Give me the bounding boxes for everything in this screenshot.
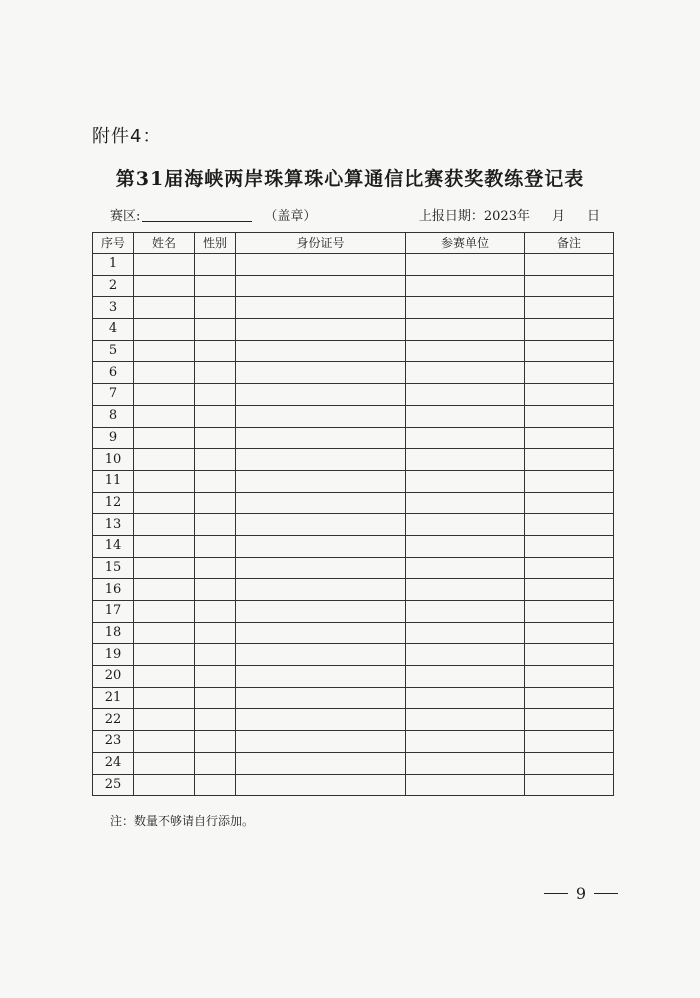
cell-gender[interactable] bbox=[195, 449, 236, 471]
cell-gender[interactable] bbox=[195, 601, 236, 623]
cell-remarks[interactable] bbox=[525, 666, 614, 688]
row-serial: 16 bbox=[93, 579, 134, 601]
cell-gender[interactable] bbox=[195, 405, 236, 427]
cell-gender[interactable] bbox=[195, 254, 236, 276]
header-gender: 性别 bbox=[195, 233, 236, 254]
cell-remarks[interactable] bbox=[525, 362, 614, 384]
cell-name[interactable] bbox=[134, 687, 195, 709]
cell-id-number[interactable] bbox=[236, 254, 406, 276]
cell-name[interactable] bbox=[134, 752, 195, 774]
table-row bbox=[93, 275, 614, 297]
cell-gender[interactable] bbox=[195, 340, 236, 362]
cell-gender[interactable] bbox=[195, 275, 236, 297]
cell-name[interactable] bbox=[134, 709, 195, 731]
row-serial: 12 bbox=[93, 492, 134, 514]
cell-id-number[interactable] bbox=[236, 709, 406, 731]
cell-remarks[interactable] bbox=[525, 470, 614, 492]
row-serial: 14 bbox=[93, 535, 134, 557]
cell-remarks[interactable] bbox=[525, 709, 614, 731]
cell-organization[interactable] bbox=[406, 774, 525, 796]
cell-id-number[interactable] bbox=[236, 275, 406, 297]
report-date bbox=[419, 205, 600, 224]
table-row bbox=[93, 514, 614, 536]
cell-id-number[interactable] bbox=[236, 752, 406, 774]
cell-gender[interactable] bbox=[195, 687, 236, 709]
cell-gender[interactable] bbox=[195, 644, 236, 666]
row-serial: 13 bbox=[93, 514, 134, 536]
cell-organization[interactable] bbox=[406, 362, 525, 384]
table-row bbox=[93, 622, 614, 644]
cell-name[interactable] bbox=[134, 427, 195, 449]
table-row bbox=[93, 709, 614, 731]
cell-id-number[interactable] bbox=[236, 297, 406, 319]
table-row bbox=[93, 449, 614, 471]
cell-name[interactable] bbox=[134, 774, 195, 796]
cell-name[interactable] bbox=[134, 601, 195, 623]
cell-remarks[interactable] bbox=[525, 254, 614, 276]
cell-organization[interactable] bbox=[406, 644, 525, 666]
cell-organization[interactable] bbox=[406, 405, 525, 427]
day-label: 日 bbox=[586, 209, 600, 224]
cell-id-number[interactable] bbox=[236, 514, 406, 536]
report-date-label: 上报日期：2023年 bbox=[418, 209, 530, 224]
cell-id-number[interactable] bbox=[236, 666, 406, 688]
cell-organization[interactable] bbox=[406, 384, 525, 406]
row-serial: 10 bbox=[93, 449, 134, 471]
cell-remarks[interactable] bbox=[525, 449, 614, 471]
row-serial: 21 bbox=[93, 687, 134, 709]
row-serial: 20 bbox=[93, 666, 134, 688]
cell-id-number[interactable] bbox=[236, 731, 406, 753]
cell-id-number[interactable] bbox=[236, 644, 406, 666]
table-row bbox=[93, 427, 614, 449]
cell-organization[interactable] bbox=[406, 470, 525, 492]
page-dash-right bbox=[594, 893, 618, 894]
attachment-label: 附件4： bbox=[92, 126, 162, 147]
cell-id-number[interactable] bbox=[236, 687, 406, 709]
form-title: 第31届海峡两岸珠算珠心算通信比赛获奖教练登记表 bbox=[115, 168, 585, 190]
cell-name[interactable] bbox=[134, 297, 195, 319]
seal-label: （盖章） bbox=[264, 209, 317, 224]
cell-gender[interactable] bbox=[195, 384, 236, 406]
row-serial: 15 bbox=[93, 557, 134, 579]
month-label: 月 bbox=[551, 209, 565, 224]
cell-gender[interactable] bbox=[195, 362, 236, 384]
cell-remarks[interactable] bbox=[525, 514, 614, 536]
cell-name[interactable] bbox=[134, 644, 195, 666]
cell-gender[interactable] bbox=[195, 297, 236, 319]
cell-name[interactable] bbox=[134, 579, 195, 601]
cell-gender[interactable] bbox=[195, 774, 236, 796]
cell-remarks[interactable] bbox=[525, 340, 614, 362]
region-blank-line[interactable] bbox=[142, 209, 252, 222]
cell-id-number[interactable] bbox=[236, 405, 406, 427]
row-serial: 7 bbox=[93, 384, 134, 406]
cell-id-number[interactable] bbox=[236, 492, 406, 514]
cell-gender[interactable] bbox=[195, 492, 236, 514]
row-serial: 1 bbox=[93, 254, 134, 276]
cell-organization[interactable] bbox=[406, 340, 525, 362]
row-serial: 18 bbox=[93, 622, 134, 644]
cell-name[interactable] bbox=[134, 405, 195, 427]
cell-gender[interactable] bbox=[195, 622, 236, 644]
table-row bbox=[93, 579, 614, 601]
header-remarks: 备注 bbox=[525, 233, 614, 254]
cell-remarks[interactable] bbox=[525, 557, 614, 579]
table-row bbox=[93, 297, 614, 319]
cell-name[interactable] bbox=[134, 622, 195, 644]
row-serial: 24 bbox=[93, 752, 134, 774]
cell-remarks[interactable] bbox=[525, 297, 614, 319]
cell-gender[interactable] bbox=[195, 579, 236, 601]
coach-register-table bbox=[92, 232, 614, 796]
cell-remarks[interactable] bbox=[525, 687, 614, 709]
header-organization: 参赛单位 bbox=[406, 233, 525, 254]
cell-id-number[interactable] bbox=[236, 340, 406, 362]
row-serial: 25 bbox=[93, 774, 134, 796]
row-serial: 19 bbox=[93, 644, 134, 666]
table-row bbox=[93, 535, 614, 557]
table-row bbox=[93, 557, 614, 579]
row-serial: 11 bbox=[93, 470, 134, 492]
row-serial: 8 bbox=[93, 405, 134, 427]
row-serial: 17 bbox=[93, 601, 134, 623]
table-row bbox=[93, 384, 614, 406]
cell-gender[interactable] bbox=[195, 514, 236, 536]
cell-name[interactable] bbox=[134, 535, 195, 557]
table-row bbox=[93, 362, 614, 384]
cell-organization[interactable] bbox=[406, 535, 525, 557]
table-row bbox=[93, 644, 614, 666]
cell-gender[interactable] bbox=[195, 557, 236, 579]
table-row bbox=[93, 405, 614, 427]
row-serial: 6 bbox=[93, 362, 134, 384]
cell-name[interactable] bbox=[134, 449, 195, 471]
header-id-number: 身份证号 bbox=[236, 233, 406, 254]
cell-id-number[interactable] bbox=[236, 427, 406, 449]
cell-id-number[interactable] bbox=[236, 362, 406, 384]
cell-remarks[interactable] bbox=[525, 405, 614, 427]
table-header-row bbox=[93, 233, 614, 254]
row-serial: 3 bbox=[93, 297, 134, 319]
cell-remarks[interactable] bbox=[525, 731, 614, 753]
table-row bbox=[93, 666, 614, 688]
cell-id-number[interactable] bbox=[236, 535, 406, 557]
cell-name[interactable] bbox=[134, 384, 195, 406]
header-serial: 序号 bbox=[93, 233, 134, 254]
cell-gender[interactable] bbox=[195, 752, 236, 774]
cell-organization[interactable] bbox=[406, 557, 525, 579]
cell-remarks[interactable] bbox=[525, 319, 614, 341]
table-row bbox=[93, 492, 614, 514]
header-name: 姓名 bbox=[134, 233, 195, 254]
cell-id-number[interactable] bbox=[236, 557, 406, 579]
row-serial: 9 bbox=[93, 427, 134, 449]
cell-remarks[interactable] bbox=[525, 774, 614, 796]
page-number bbox=[544, 884, 618, 903]
cell-organization[interactable] bbox=[406, 319, 525, 341]
cell-gender[interactable] bbox=[195, 470, 236, 492]
cell-gender[interactable] bbox=[195, 427, 236, 449]
table-row bbox=[93, 774, 614, 796]
cell-remarks[interactable] bbox=[525, 644, 614, 666]
cell-organization[interactable] bbox=[406, 666, 525, 688]
row-serial: 22 bbox=[93, 709, 134, 731]
cell-organization[interactable] bbox=[406, 622, 525, 644]
cell-name[interactable] bbox=[134, 470, 195, 492]
row-serial: 4 bbox=[93, 319, 134, 341]
cell-id-number[interactable] bbox=[236, 622, 406, 644]
cell-remarks[interactable] bbox=[525, 601, 614, 623]
cell-organization[interactable] bbox=[406, 297, 525, 319]
cell-name[interactable] bbox=[134, 492, 195, 514]
table-row bbox=[93, 254, 614, 276]
cell-name[interactable] bbox=[134, 557, 195, 579]
cell-remarks[interactable] bbox=[525, 427, 614, 449]
cell-gender[interactable] bbox=[195, 666, 236, 688]
cell-gender[interactable] bbox=[195, 319, 236, 341]
cell-organization[interactable] bbox=[406, 687, 525, 709]
page-dash-left bbox=[544, 893, 568, 894]
footnote: 注：数量不够请自行添加。 bbox=[110, 814, 255, 828]
cell-organization[interactable] bbox=[406, 731, 525, 753]
cell-name[interactable] bbox=[134, 362, 195, 384]
cell-organization[interactable] bbox=[406, 601, 525, 623]
page-number-value: 9 bbox=[575, 884, 586, 903]
cell-organization[interactable] bbox=[406, 579, 525, 601]
cell-gender[interactable] bbox=[195, 709, 236, 731]
cell-id-number[interactable] bbox=[236, 449, 406, 471]
row-serial: 2 bbox=[93, 275, 134, 297]
cell-remarks[interactable] bbox=[525, 622, 614, 644]
region-label: 赛区: bbox=[110, 209, 141, 224]
cell-id-number[interactable] bbox=[236, 470, 406, 492]
cell-name[interactable] bbox=[134, 254, 195, 276]
cell-remarks[interactable] bbox=[525, 275, 614, 297]
cell-organization[interactable] bbox=[406, 752, 525, 774]
cell-name[interactable] bbox=[134, 666, 195, 688]
cell-id-number[interactable] bbox=[236, 601, 406, 623]
table-row bbox=[93, 319, 614, 341]
cell-id-number[interactable] bbox=[236, 384, 406, 406]
cell-name[interactable] bbox=[134, 275, 195, 297]
cell-name[interactable] bbox=[134, 340, 195, 362]
cell-remarks[interactable] bbox=[525, 752, 614, 774]
table-row bbox=[93, 601, 614, 623]
table-row bbox=[93, 731, 614, 753]
cell-organization[interactable] bbox=[406, 254, 525, 276]
table-row bbox=[93, 340, 614, 362]
cell-organization[interactable] bbox=[406, 449, 525, 471]
cell-organization[interactable] bbox=[406, 492, 525, 514]
cell-remarks[interactable] bbox=[525, 492, 614, 514]
cell-remarks[interactable] bbox=[525, 384, 614, 406]
cell-name[interactable] bbox=[134, 514, 195, 536]
cell-organization[interactable] bbox=[406, 427, 525, 449]
cell-id-number[interactable] bbox=[236, 774, 406, 796]
cell-remarks[interactable] bbox=[525, 535, 614, 557]
region-field bbox=[110, 205, 316, 224]
cell-organization[interactable] bbox=[406, 275, 525, 297]
table-row bbox=[93, 470, 614, 492]
cell-id-number[interactable] bbox=[236, 319, 406, 341]
cell-organization[interactable] bbox=[406, 709, 525, 731]
cell-organization[interactable] bbox=[406, 514, 525, 536]
cell-id-number[interactable] bbox=[236, 579, 406, 601]
row-serial: 23 bbox=[93, 731, 134, 753]
table-row bbox=[93, 687, 614, 709]
table-row bbox=[93, 752, 614, 774]
cell-name[interactable] bbox=[134, 731, 195, 753]
cell-gender[interactable] bbox=[195, 535, 236, 557]
cell-gender[interactable] bbox=[195, 731, 236, 753]
row-serial: 5 bbox=[93, 340, 134, 362]
cell-remarks[interactable] bbox=[525, 579, 614, 601]
cell-name[interactable] bbox=[134, 319, 195, 341]
